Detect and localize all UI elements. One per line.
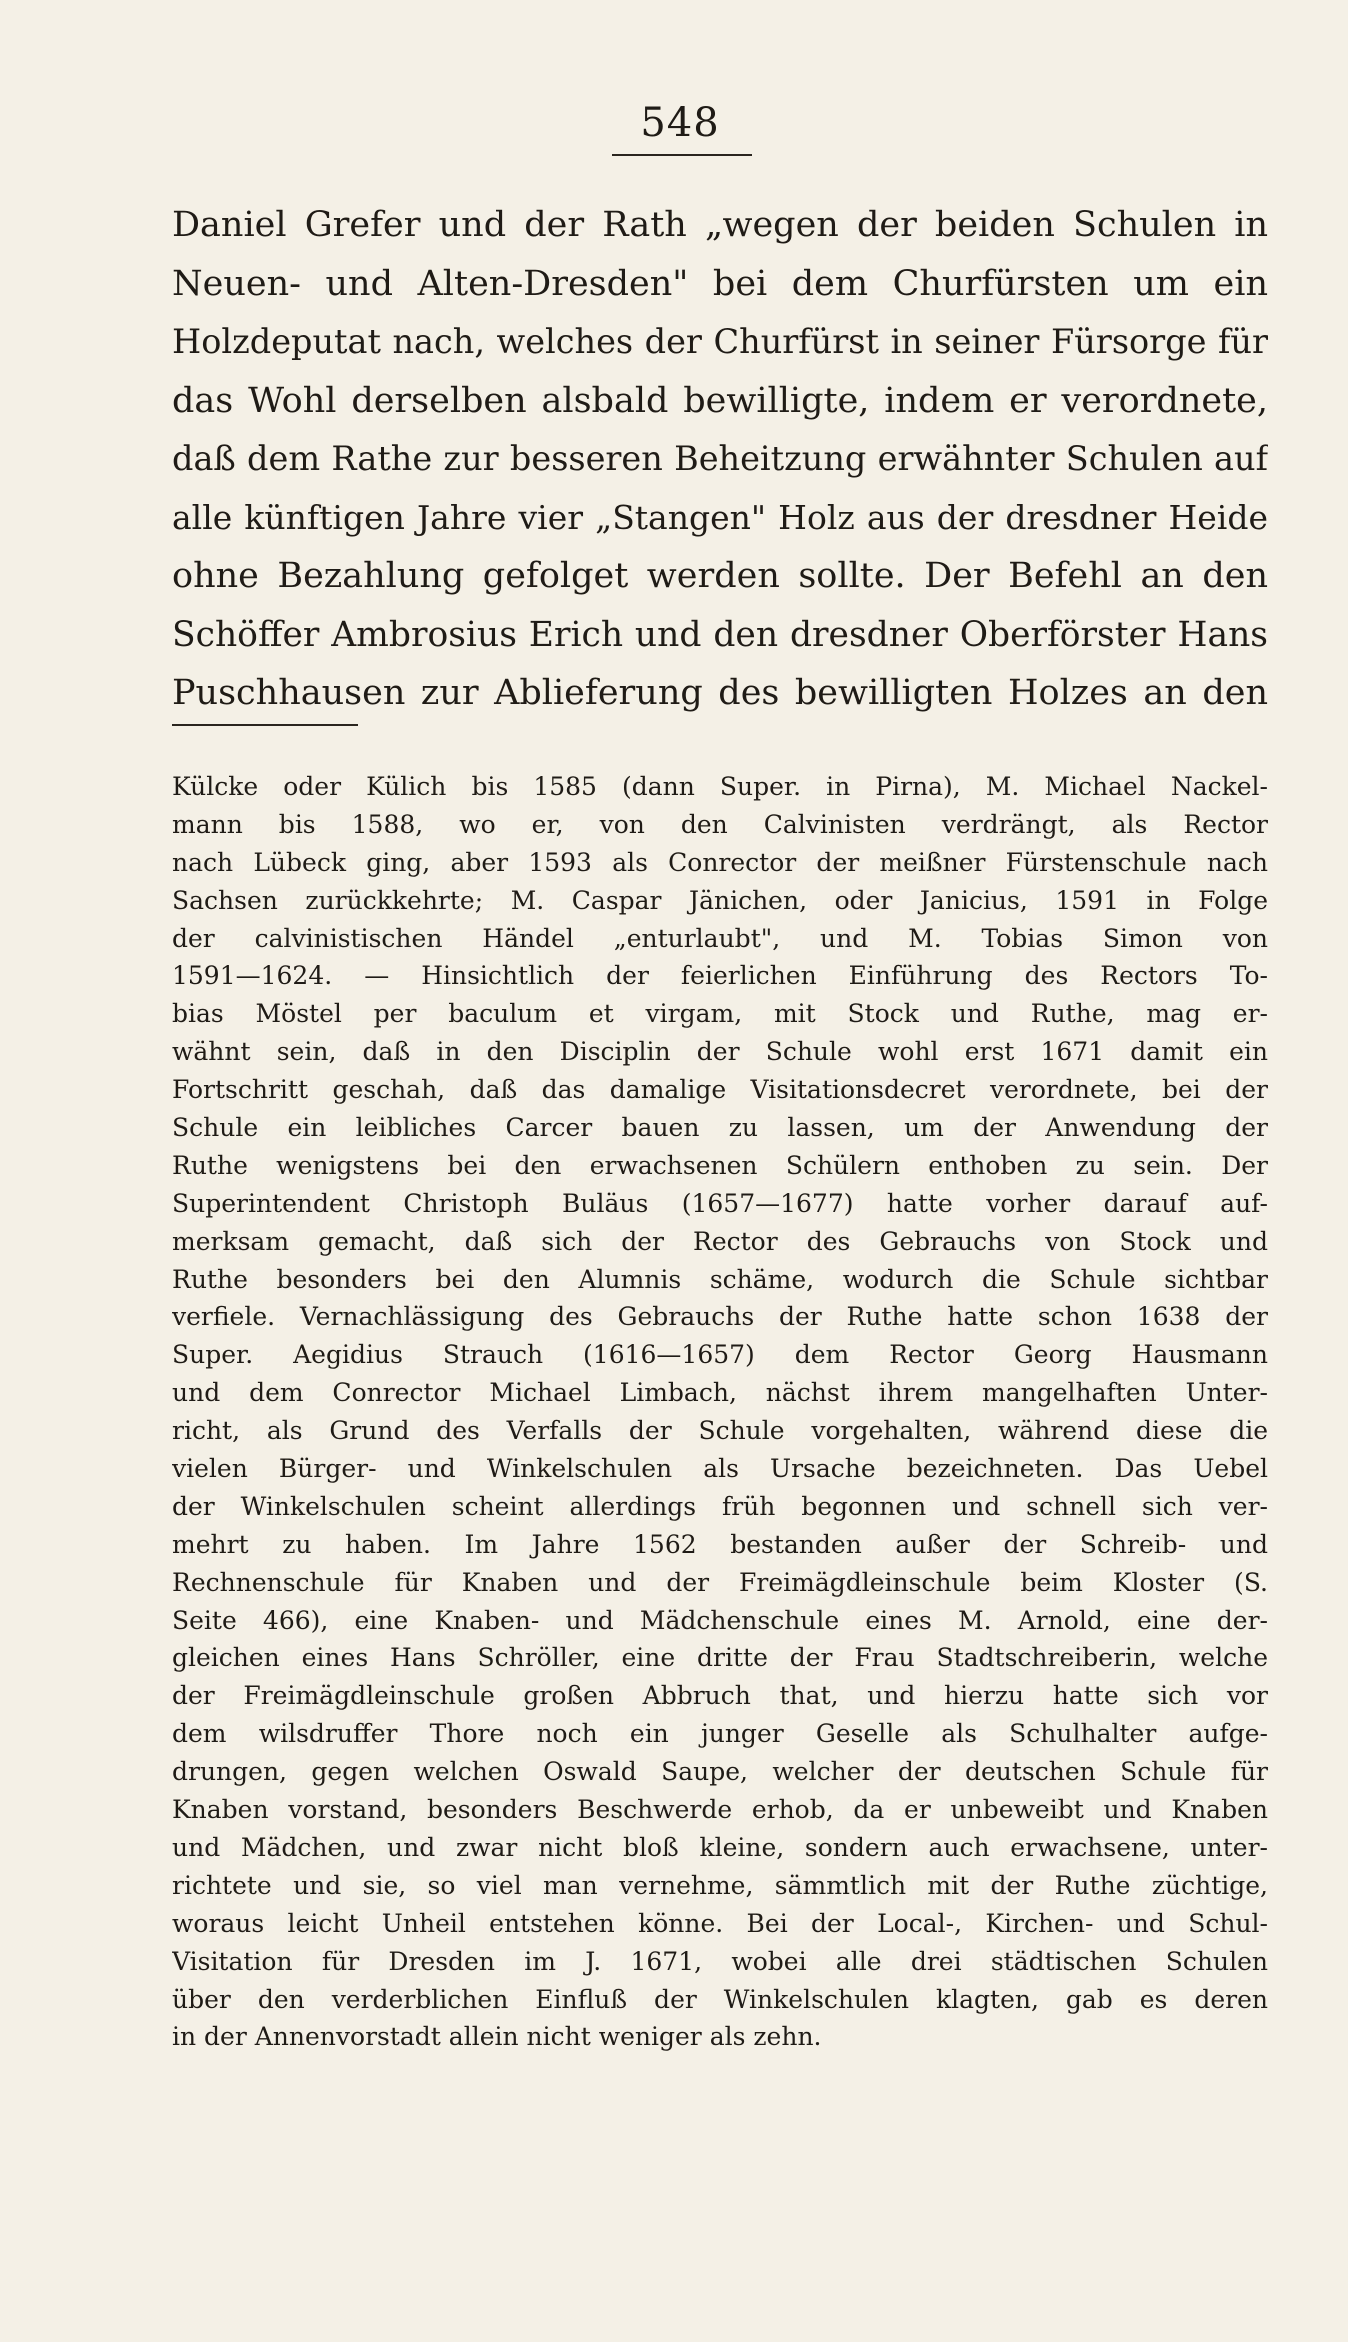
main-text-line: Neuen- und Alten-Dresden" bei dem Churfürsten um ein [172,263,1268,304]
footnote-line: vielen Bürger- und Winkelschulen als Ursache bezeichneten. Das Uebel [172,1454,1268,1484]
footnote-line: mehrt zu haben. Im Jahre 1562 bestanden außer der Schreib- und [172,1529,1268,1559]
footnote-line: Schule ein leibliches Carcer bauen zu lassen, um der Anwendung der [172,1113,1268,1143]
footnote-line: über den verderblichen Einfluß der Winkelschulen klagten, gab es deren [172,1984,1268,2014]
main-text-line: daß dem Rathe zur besseren Beheitzung erwähnter Schulen auf [172,439,1268,478]
footnote-line: Rechnenschule für Knaben und der Freimägdleinschule beim Kloster (S. [172,1567,1268,1597]
main-text-line: das Wohl derselben alsbald bewilligte, indem er verordnete, [172,380,1268,421]
main-text-line: ohne Bezahlung gefolget werden sollte. Der Befehl an den [172,556,1268,596]
footnote [172,768,1268,2056]
footnote-line: der calvinistischen Händel „enturlaubt", und M. Tobias Simon von [172,923,1268,953]
footnote-line: Külcke oder Külich bis 1585 (dann Super. in Pirna), M. Michael Nackel- [172,772,1268,801]
footnote-line: in der Annenvorstadt allein nicht weniger als zehn. [172,2022,822,2052]
main-text-line: Schöffer Ambrosius Erich und den dresdner Oberförster Hans [172,614,1268,655]
footnote-line: verfiele. Vernachlässigung des Gebrauchs der Ruthe hatte schon 1638 der [172,1302,1268,1332]
footnote-line: drungen, gegen welchen Oswald Saupe, welcher der deutschen Schule für [172,1757,1268,1787]
footnote-line: Seite 466), eine Knaben- und Mädchenschule eines M. Arnold, eine der- [172,1605,1268,1635]
footnote-line: richt, als Grund des Verfalls der Schule vorgehalten, während diese die [172,1416,1268,1446]
main-text-line: alle künftigen Jahre vier „Stangen" Holz aus der dresdner Heide [172,497,1268,537]
footnote-line: mann bis 1588, wo er, von den Calvinisten verdrängt, als Rector [172,809,1268,839]
footnote-line: Visitation für Dresden im J. 1671, wobei alle drei städtischen Schulen [172,1946,1268,1976]
footnote-line: 1591—1624. — Hinsichtlich der feierlichen Einführung des Rectors To- [172,961,1268,991]
footnote-line: dem wilsdruffer Thore noch ein junger Geselle als Schulhalter aufge- [172,1719,1268,1749]
footnote-line: Ruthe besonders bei den Alumnis schäme, wodurch die Schule sichtbar [172,1264,1268,1294]
footnote-line: bias Möstel per baculum et virgam, mit Stock und Ruthe, mag er- [172,999,1268,1029]
main-text [172,196,1268,723]
footnote-line: Knaben vorstand, besonders Beschwerde erhob, da er unbeweibt und Knaben [172,1795,1268,1825]
footnote-line: woraus leicht Unheil entstehen könne. Bei der Local-, Kirchen- und Schul- [172,1908,1268,1938]
footnote-line: merksam gemacht, daß sich der Rector des Gebrauchs von Stock und [172,1226,1268,1256]
page-number: 548 [640,100,720,146]
footnote-separator [172,724,358,726]
main-text-line: Holzdeputat nach, welches der Churfürst in seiner Fürsorge für [172,322,1268,361]
main-text-line: Puschhausen zur Ablieferung des bewilligten Holzes an den [172,673,1268,713]
footnote-line: Super. Aegidius Strauch (1616—1657) dem Rector Georg Hausmann [172,1340,1268,1370]
footnote-line: und Mädchen, und zwar nicht bloß kleine, sondern auch erwachsene, unter- [172,1832,1268,1862]
main-text-line: Daniel Grefer und der Rath „wegen der beiden Schulen in [172,205,1268,245]
footnote-line: richtete und sie, so viel man vernehme, sämmtlich mit der Ruthe züchtige, [172,1870,1268,1900]
footnote-line: Ruthe wenigstens bei den erwachsenen Schülern enthoben zu sein. Der [172,1150,1268,1180]
footnote-line: gleichen eines Hans Schröller, eine dritte der Frau Stadtschreiberin, welche [172,1643,1268,1673]
footnote-line: Superintendent Christoph Buläus (1657—1677) hatte vorher darauf auf- [172,1188,1268,1218]
footnote-line: wähnt sein, daß in den Disciplin der Schule wohl erst 1671 damit ein [172,1037,1268,1067]
footnote-line: der Freimägdleinschule großen Abbruch that, und hierzu hatte sich vor [172,1681,1268,1711]
footnote-line: und dem Conrector Michael Limbach, nächst ihrem mangelhaften Unter- [172,1378,1268,1408]
footnote-line: der Winkelschulen scheint allerdings früh begonnen und schnell sich ver- [172,1491,1268,1521]
footnote-line: Fortschritt geschah, daß das damalige Visitationsdecret verordnete, bei der [172,1075,1268,1105]
footnote-line: nach Lübeck ging, aber 1593 als Conrector der meißner Fürstenschule nach [172,847,1268,877]
footnote-line: Sachsen zurückkehrte; M. Caspar Jänichen, oder Janicius, 1591 in Folge [172,885,1268,915]
page-number-rule [612,154,752,156]
